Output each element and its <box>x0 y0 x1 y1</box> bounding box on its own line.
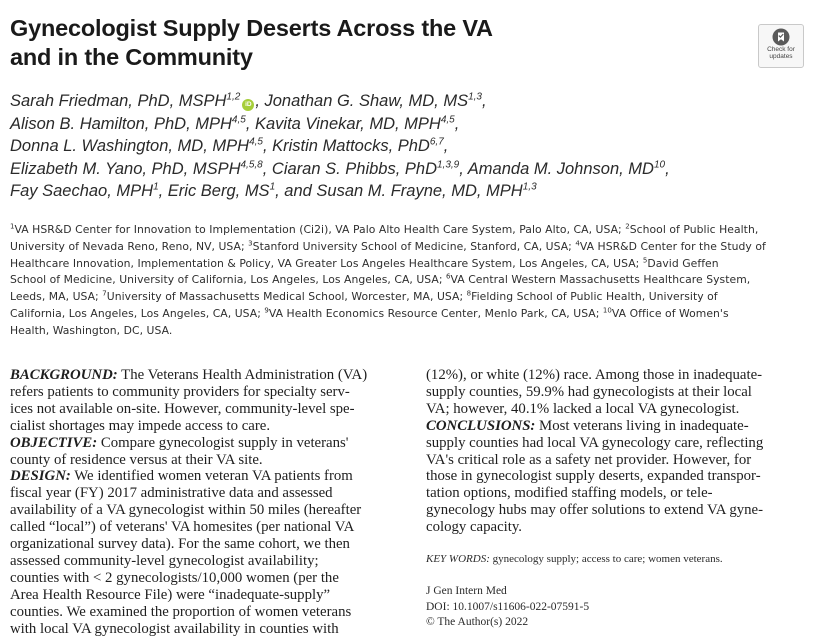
affiliation-text: Fielding School of Public Health, University of <box>471 290 718 304</box>
abstract-line: counties. We examined the proportion of women veterans <box>10 603 352 620</box>
abstract-line: tation options, modified staffing models, or tele- <box>426 485 713 502</box>
abstract-right-column <box>426 367 806 536</box>
affiliation-text: Stanford University School of Medicine, Stanford, CA, USA; <box>252 239 576 253</box>
author-name: Donna L. Washington, MD, MPH <box>10 137 250 155</box>
affiliation-line <box>10 306 810 323</box>
abstract-line: counties with < 2 gynecologists/10,000 women (per the <box>10 569 339 586</box>
orcid-icon[interactable]: iD <box>242 99 254 111</box>
separator: , <box>454 114 460 133</box>
affiliation-line <box>10 239 810 256</box>
abstract-line: those in gynecologist supply deserts, expanded transpor- <box>426 468 761 485</box>
affiliation-text: School of Medicine, University of California, Los Angeles, Los Angeles, CA, USA; <box>10 273 447 287</box>
affiliation-ref: 1 <box>269 181 276 193</box>
doi-link[interactable]: DOI: 10.1007/s11606-022-07591-5 <box>426 600 590 613</box>
abstract-line: cology capacity. <box>426 519 522 536</box>
section-label: CONCLUSIONS: <box>426 417 536 434</box>
author-name: Elizabeth M. Yano, PhD, MSPH <box>10 159 241 178</box>
abstract-text: Compare gynecologist supply in veterans' <box>97 434 349 451</box>
abstract-line: VA's critical role as a safety net provider. However, for <box>426 451 752 468</box>
affiliation-number: 9 <box>264 306 269 315</box>
author-name: Fay Saechao, MPH <box>10 182 154 200</box>
affiliation-text: Healthcare Innovation, Implementation & Policy, VA Greater Los Angeles Healthcare System, Los Angeles, CA, USA; <box>10 256 643 270</box>
abstract-line: availability of a VA gynecologist within 50 miles (hereafter <box>10 502 362 519</box>
affiliation-ref: 1 <box>153 181 159 193</box>
abstract-line: refers patients to community providers for specialty serv- <box>10 383 350 400</box>
separator: , <box>665 159 670 178</box>
affiliation-text: Leeds, MA, USA; <box>10 290 103 304</box>
abstract-line: organizational survey data). For the same cohort, we then <box>10 536 350 553</box>
affiliation-ref: 1,3,9 <box>437 159 460 170</box>
author-name: , Kristin Mattocks, PhD <box>262 137 430 155</box>
copyright: © The Author(s) 2022 <box>426 616 529 628</box>
abstract-line: supply counties had local VA gynecology care, reflecting <box>426 434 764 451</box>
affiliation-number: 1 <box>10 222 15 231</box>
bookmark-check-icon <box>772 28 790 46</box>
author-name: Sarah Friedman, PhD, MSPH <box>10 92 227 110</box>
separator: , <box>443 137 449 155</box>
author-name: , and Susan M. Frayne, MD, MPH <box>275 182 523 200</box>
affiliation-number: 6 <box>446 272 451 281</box>
affiliation-line <box>10 256 810 273</box>
journal-info <box>426 584 806 631</box>
affiliation-number: 3 <box>248 239 253 248</box>
affiliation-line <box>10 289 810 306</box>
affiliation-text: California, Los Angeles, Los Angeles, CA, USA; <box>10 306 265 320</box>
affiliation-text: VA Office of Women's <box>611 306 729 320</box>
affiliation-number: 5 <box>642 256 648 264</box>
abstract-line <box>10 367 390 384</box>
affiliation-ref: 1,3 <box>522 181 537 193</box>
title-line-2: and in the Community <box>10 44 253 70</box>
abstract-line: with local VA gynecologist availability in counties with <box>10 620 339 637</box>
abstract-line <box>10 435 390 452</box>
affiliation-line <box>10 323 810 340</box>
affiliation-number: 2 <box>625 222 630 231</box>
abstract-line <box>426 418 806 435</box>
abstract-line: cialist shortages may impede access to care. <box>10 417 271 434</box>
separator: , <box>482 92 487 110</box>
article-title <box>10 14 710 72</box>
abstract-line: VA; however, 40.1% lacked a local VA gynecologist. <box>426 400 740 417</box>
abstract-line: supply counties, 59.9% had gynecologists at their local <box>426 383 752 400</box>
check-badge-line1: Check for <box>767 46 795 53</box>
author-line-5 <box>10 180 800 203</box>
affiliation-line <box>10 272 810 289</box>
author-line-3 <box>10 135 800 158</box>
abstract-line: gynecology hubs may offer solutions to extend VA gyne- <box>426 502 764 519</box>
author-line-2 <box>10 113 800 136</box>
abstract-line: assessed community-level gynecologist availability; <box>10 552 319 569</box>
title-line-1: Gynecologist Supply Deserts Across the VA <box>10 15 493 41</box>
section-label: OBJECTIVE: <box>10 434 98 451</box>
affiliation-text: University of Nevada Reno, Reno, NV, USA; <box>10 239 249 253</box>
affiliation-line <box>10 222 810 239</box>
author-name: , Amanda M. Johnson, MD <box>459 159 654 178</box>
affiliation-number: 10 <box>602 306 612 315</box>
affiliation-ref: 4,5 <box>249 136 263 148</box>
affiliations <box>10 222 810 340</box>
affiliation-text: University of Massachusetts Medical School, Worcester, MA, USA; <box>106 290 467 304</box>
affiliation-ref: 4,5 <box>231 114 246 125</box>
affiliation-ref: 4,5,8 <box>240 159 263 170</box>
affiliation-text: School of Public Health, <box>629 223 759 236</box>
affiliation-ref: 4,5 <box>440 114 455 125</box>
affiliation-number: 7 <box>102 289 107 298</box>
keywords <box>426 552 806 566</box>
author-name: , Kavita Vinekar, MD, MPH <box>245 114 441 133</box>
keywords-text: gynecology supply; access to care; women veterans. <box>489 553 723 565</box>
abstract-line: ices not available on-site. However, community-level spe- <box>10 400 355 417</box>
keywords-label: KEY WORDS: <box>426 553 490 565</box>
abstract-line: (12%), or white (12%) race. Among those in inadequate- <box>426 367 763 383</box>
abstract-left-column <box>10 367 390 638</box>
author-line-4 <box>10 158 800 181</box>
author-name: Alison B. Hamilton, PhD, MPH <box>10 114 232 133</box>
author-name: , Jonathan G. Shaw, MD, MS <box>255 92 469 110</box>
abstract-line: called “local”) of veterans' VA homesites (per national VA <box>10 519 355 536</box>
affiliation-ref: 10 <box>653 159 666 170</box>
author-name: , Eric Berg, MS <box>158 182 270 200</box>
affiliation-text: VA HSR&D Center for the Study of <box>579 239 766 253</box>
affiliation-text: David Geffen <box>647 256 719 270</box>
check-badge-line2: updates <box>769 53 793 60</box>
affiliation-number: 4 <box>575 239 580 248</box>
check-for-updates-button[interactable] <box>758 24 804 68</box>
abstract-line: county of residence versus at their VA site. <box>10 451 263 468</box>
abstract-text: We identified women veteran VA patients from <box>70 468 353 485</box>
journal-name: J Gen Intern Med <box>426 585 507 597</box>
affiliation-ref: 1,2 <box>226 91 241 103</box>
affiliation-text: VA HSR&D Center for Innovation to Implementation (Ci2i), VA Palo Alto Health Care System, Palo Alto, CA, USA; <box>14 223 626 236</box>
affiliation-text: VA Central Western Massachusetts Healthcare System, <box>450 273 751 287</box>
abstract-line <box>10 468 390 485</box>
section-label: BACKGROUND: <box>10 367 118 383</box>
section-label: DESIGN: <box>10 468 71 485</box>
abstract-line: fiscal year (FY) 2017 administrative data and assessed <box>10 485 333 502</box>
affiliation-text: VA Health Economics Resource Center, Menlo Park, CA, USA; <box>268 306 603 320</box>
abstract-text: The Veterans Health Administration (VA) <box>117 367 368 383</box>
affiliation-ref: 1,3 <box>468 91 482 103</box>
abstract-line: Area Health Resource File) were “inadequate-supply” <box>10 586 331 603</box>
author-list <box>10 90 800 203</box>
affiliation-ref: 6,7 <box>429 136 444 148</box>
author-name: , Ciaran S. Phibbs, PhD <box>262 159 437 178</box>
affiliation-text: Health, Washington, DC, USA. <box>10 323 173 337</box>
author-line-1 <box>10 90 800 113</box>
abstract-text: Most veterans living in inadequate- <box>535 417 749 434</box>
affiliation-number: 8 <box>466 289 472 298</box>
